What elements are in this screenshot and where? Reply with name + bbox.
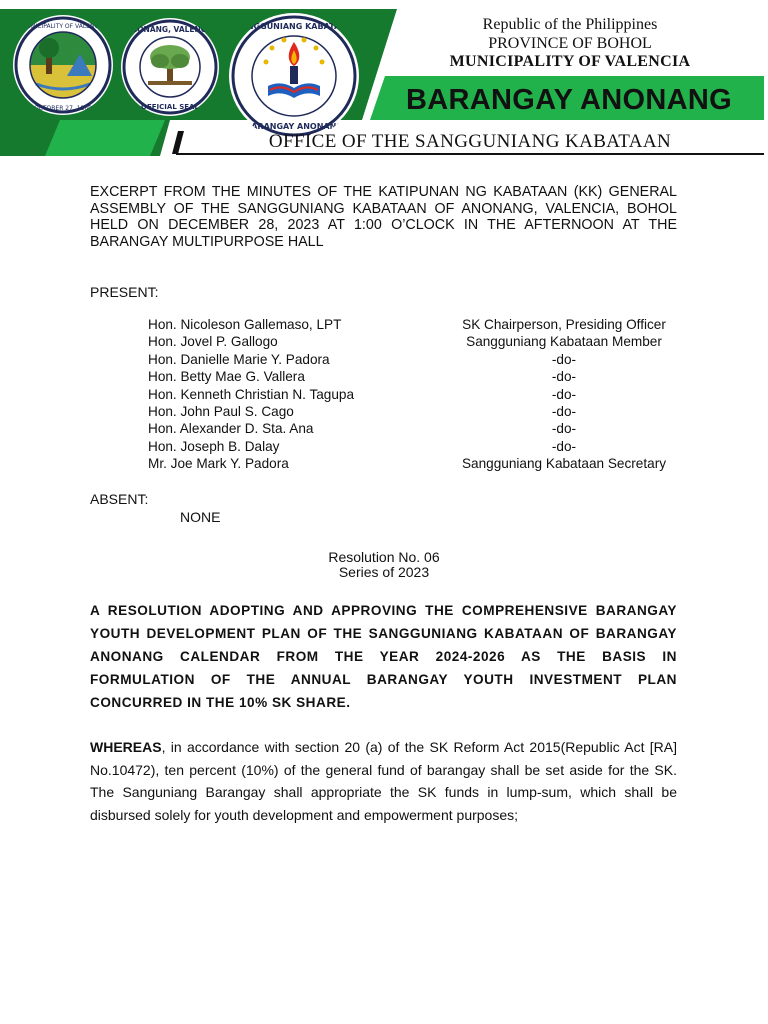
svg-text:BARANGAY ANONANG: BARANGAY ANONANG — [245, 122, 343, 131]
attendee-name: Hon. Nicoleson Gallemaso, LPT — [148, 317, 342, 332]
attendee-role: Sangguniang Kabataan Member — [466, 334, 662, 350]
attendee-row — [148, 404, 688, 421]
resolution-series: Series of 2023 — [338, 564, 430, 580]
attendee-row — [148, 421, 688, 438]
header-office: OFFICE OF THE SANGGUNIANG KABATAAN — [268, 131, 672, 152]
attendees-list — [148, 317, 688, 474]
header-barangay: BARANGAY ANONANG — [406, 84, 732, 116]
attendee-role: -do- — [551, 351, 577, 367]
attendee-row — [148, 317, 688, 334]
attendee-name: Hon. Jovel P. Gallogo — [148, 334, 278, 350]
header-province: PROVINCE OF BOHOL — [488, 35, 652, 52]
whereas-text: , in accordance with section 20 (a) of the SK Reform Act 2015(Republic Act [RA] No.10472), ten percent (10%) of the general fund of barangay shall be set aside for the SK. The Sanguniang Barangay shall appropriate the SK funds in lump-sum, which shall be disbursed solely for youth development and empowerment purposes; — [90, 739, 677, 823]
header-republic: Republic of the Philippines — [482, 16, 658, 33]
whereas-lead: WHEREAS — [90, 739, 162, 755]
svg-text:SANGGUNIANG KABATAAN: SANGGUNIANG KABATAAN — [234, 22, 354, 31]
attendee-name: Mr. Joe Mark Y. Padora — [148, 456, 289, 472]
attendee-name: Hon. Danielle Marie Y. Padora — [148, 351, 330, 367]
whereas-clause — [90, 736, 677, 826]
letterhead — [0, 0, 768, 160]
attendee-row — [148, 369, 688, 386]
sangguniang-kabataan-seal — [228, 12, 360, 140]
attendee-name: Hon. Joseph B. Dalay — [148, 438, 280, 454]
svg-text:OFFICIAL SEAL: OFFICIAL SEAL — [141, 103, 199, 111]
attendee-row — [148, 439, 688, 456]
resolution-number: Resolution No. 06 — [328, 549, 440, 565]
attendee-name: Hon. John Paul S. Cago — [148, 403, 294, 419]
attendee-role: Sangguniang Kabataan Secretary — [461, 456, 667, 472]
attendee-role: -do- — [551, 386, 577, 402]
svg-text:ANONANG, VALENCIA: ANONANG, VALENCIA — [125, 25, 215, 34]
attendee-role: -do- — [551, 369, 577, 385]
anonang-official-seal — [120, 17, 220, 117]
attendee-role: -do- — [551, 403, 577, 419]
attendee-role: -do- — [551, 421, 577, 437]
attendee-name: Hon. Betty Mae G. Vallera — [148, 369, 305, 385]
absent-value: NONE — [180, 509, 221, 525]
attendee-name: Hon. Kenneth Christian N. Tagupa — [148, 386, 355, 402]
attendee-role: SK Chairperson, Presiding Officer — [462, 317, 666, 332]
svg-text:MUNICIPALITY OF VALENCIA: MUNICIPALITY OF VALENCIA — [21, 23, 105, 30]
present-label: PRESENT: — [90, 284, 159, 300]
resolution-title: A RESOLUTION ADOPTING AND APPROVING THE COMPREHENSIVE BARANGAY YOUTH DEVELOPMENT PLAN OF THE SANGGUNIANG KABATAAN OF BARANGAY ANONANG CALENDAR FROM THE YEAR 2024-2026 AS THE BASIS IN FORMULATION OF THE ANNUAL BARANGAY YOUTH INVESTMENT PLAN CONCURRED IN THE 10% SK SHARE. — [90, 603, 677, 710]
attendee-role: -do- — [551, 438, 577, 454]
header-municipality: MUNICIPALITY OF VALENCIA — [449, 53, 691, 70]
attendee-row — [148, 352, 688, 369]
municipality-of-valencia-seal — [12, 14, 114, 116]
attendee-row — [148, 334, 688, 351]
svg-text:OCTOBER 27, 1869: OCTOBER 27, 1869 — [33, 105, 93, 112]
attendee-name: Hon. Alexander D. Sta. Ana — [148, 421, 314, 437]
attendee-row — [148, 456, 688, 473]
attendee-row — [148, 387, 688, 404]
absent-label: ABSENT: — [90, 491, 149, 507]
minutes-excerpt-heading: EXCERPT FROM THE MINUTES OF THE KATIPUNAN NG KABATAAN (KK) GENERAL ASSEMBLY OF THE SANGGUNIANG KABATAAN OF ANONANG, VALENCIA, BOHOL HELD ON DECEMBER 28, 2023 AT 1:00 O’CLOCK IN THE AFTERNOON AT THE BARANGAY MULTIPURPOSE HALL — [90, 184, 677, 250]
